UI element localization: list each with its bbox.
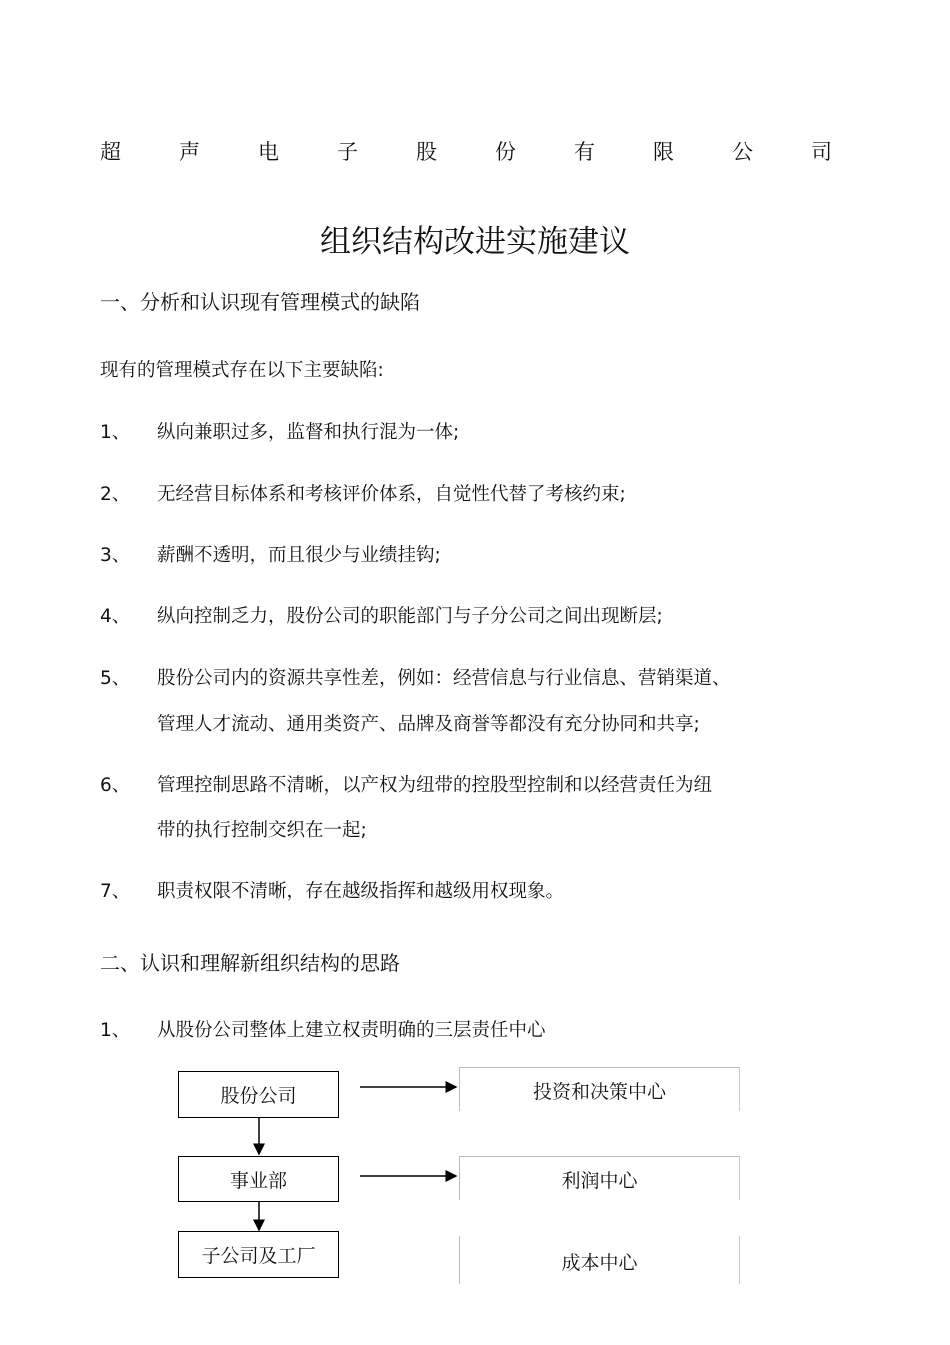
list-item-number: 7、 [100,881,131,902]
box-subsidiary-factory [178,1231,339,1278]
list-item-text: 股份公司内的资源共享性差，例如：经营信息与行业信息、营销渠道、 [157,668,731,689]
company-char: 份 [495,140,516,164]
list-item-text-continued: 管理人才流动、通用类资产、品牌及商誉等都没有充分协同和共享; [157,714,700,735]
company-char: 电 [258,140,279,164]
company-char: 子 [337,140,358,164]
list-item-text-continued: 带的执行控制交织在一起; [157,820,367,841]
list-item-number: 4、 [100,606,131,627]
list-item-number: 5、 [100,668,131,689]
section1-heading: 一、分析和认识现有管理模式的缺陷 [100,290,420,314]
list-item-text: 薪酬不透明，而且很少与业绩挂钩; [157,545,441,566]
company-char: 股 [416,140,437,164]
company-char: 限 [653,140,674,164]
company-char: 公 [732,140,753,164]
list-item-text: 纵向控制乏力，股份公司的职能部门与子分公司之间出现断层; [157,606,663,627]
company-char: 超 [100,140,121,164]
box-label: 事业部 [229,1169,287,1192]
list-item-text: 无经营目标体系和考核评价体系，自觉性代替了考核约束; [157,484,626,505]
company-char: 有 [574,140,595,164]
box-label: 子公司及工厂 [201,1245,316,1267]
company-char: 声 [179,140,200,164]
company-char: 司 [811,140,832,164]
box-label: 投资和决策中心 [532,1081,666,1103]
list-item-number: 6、 [100,775,131,796]
box-business-division [178,1156,339,1202]
list-item-text: 职责权限不清晰，存在越级指挥和越级用权现象。 [157,881,565,902]
box-label: 利润中心 [561,1170,638,1192]
section2-heading: 二、认识和理解新组织结构的思路 [100,951,400,975]
box-label: 成本中心 [561,1252,638,1274]
list-item-number: 2、 [100,484,131,505]
list-item-number: 3、 [100,545,131,566]
list-item-text: 纵向兼职过多，监督和执行混为一体; [157,422,460,443]
box-cost-center [459,1236,740,1284]
list-item-text: 管理控制思路不清晰，以产权为纽带的控股型控制和以经营责任为纽 [157,775,713,796]
box-profit-center [459,1156,740,1200]
document-title: 组织结构改进实施建议 [320,224,630,260]
list-item-number: 1、 [100,422,131,443]
box-holding-company [178,1071,339,1118]
box-label: 股份公司 [220,1085,297,1107]
list-item-number: 1、 [100,1020,131,1041]
box-investment-decision-center [459,1067,740,1111]
section1-intro: 现有的管理模式存在以下主要缺陷: [100,360,384,381]
list-item-text: 从股份公司整体上建立权责明确的三层责任中心 [157,1020,546,1041]
